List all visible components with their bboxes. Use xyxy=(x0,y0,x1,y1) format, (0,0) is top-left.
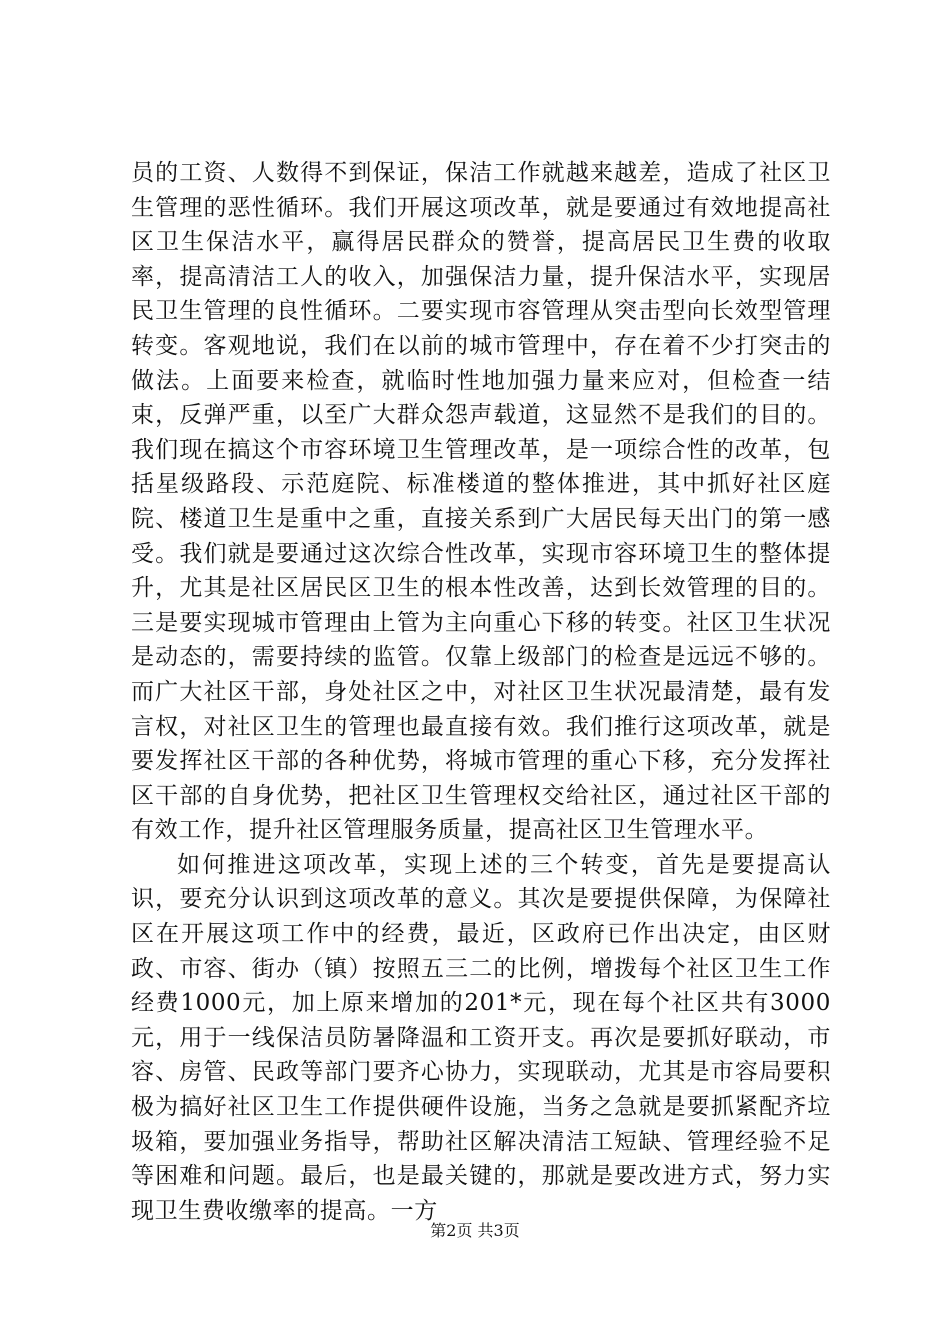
page-footer xyxy=(0,1218,950,1241)
paragraph-continued: 员的工资、人数得不到保证，保洁工作就越来越差，造成了社区卫生管理的恶性循环。我们开展这项改革，就是要通过有效地提高社区卫生保洁水平，赢得居民群众的赞誉，提高居民卫生费的收取率，提高清洁工人的收入，加强保洁力量，提升保洁水平，实现居民卫生管理的良性循环。二要实现市容管理从突击型向长效型管理转变。客观地说，我们在以前的城市管理中，存在着不少打突击的做法。上面要来检查，就临时性地加强力量来应对，但检查一结束，反弹严重，以至广大群众怨声载道，这显然不是我们的目的。我们现在搞这个市容环境卫生管理改革，是一项综合性的改革，包括星级路段、示范庭院、标准楼道的整体推进，其中抓好社区庭院、楼道卫生是重中之重，直接关系到广大居民每天出门的第一感受。我们就是要通过这次综合性改革，实现市容环境卫生的整体提升，尤其是社区居民区卫生的根本性改善，达到长效管理的目的。三是要实现城市管理由上管为主向重心下移的转变。社区卫生状况是动态的，需要持续的监管。仅靠上级部门的检查是远远不够的。而广大社区干部，身处社区之中，对社区卫生状况最清楚，最有发言权，对社区卫生的管理也最直接有效。我们推行这项改革，就是要发挥社区干部的各种优势，将城市管理的重心下移，充分发挥社区干部的自身优势，把社区卫生管理权交给社区，通过社区干部的有效工作，提升社区管理服务质量，提高社区卫生管理水平。 xyxy=(131,160,831,844)
page-number: 第2页 共3页 xyxy=(430,1221,520,1240)
document-body xyxy=(131,156,831,1228)
paragraph: 如何推进这项改革，实现上述的三个转变，首先是要提高认识，要充分认识到这项改革的意义。其次是要提供保障，为保障社区在开展这项工作中的经费，最近，区政府已作出决定，由区财政、市容、街办（镇）按照五三二的比例，增拨每个社区卫生工作经费1000元，加上原来增加的201*元，现在每个社区共有3000元，用于一线保洁员防暑降温和工资开支。再次是要抓好联动，市容、房管、民政等部门要齐心协力，实现联动，尤其是市容局要积极为搞好社区卫生工作提供硬件设施，当务之急就是要抓紧配齐垃圾箱，要加强业务指导，帮助社区解决清洁工短缺、管理经验不足等困难和问题。最后，也是最关键的，那就是要改进方式，努力实现卫生费收缴率的提高。一方 xyxy=(131,851,831,1224)
